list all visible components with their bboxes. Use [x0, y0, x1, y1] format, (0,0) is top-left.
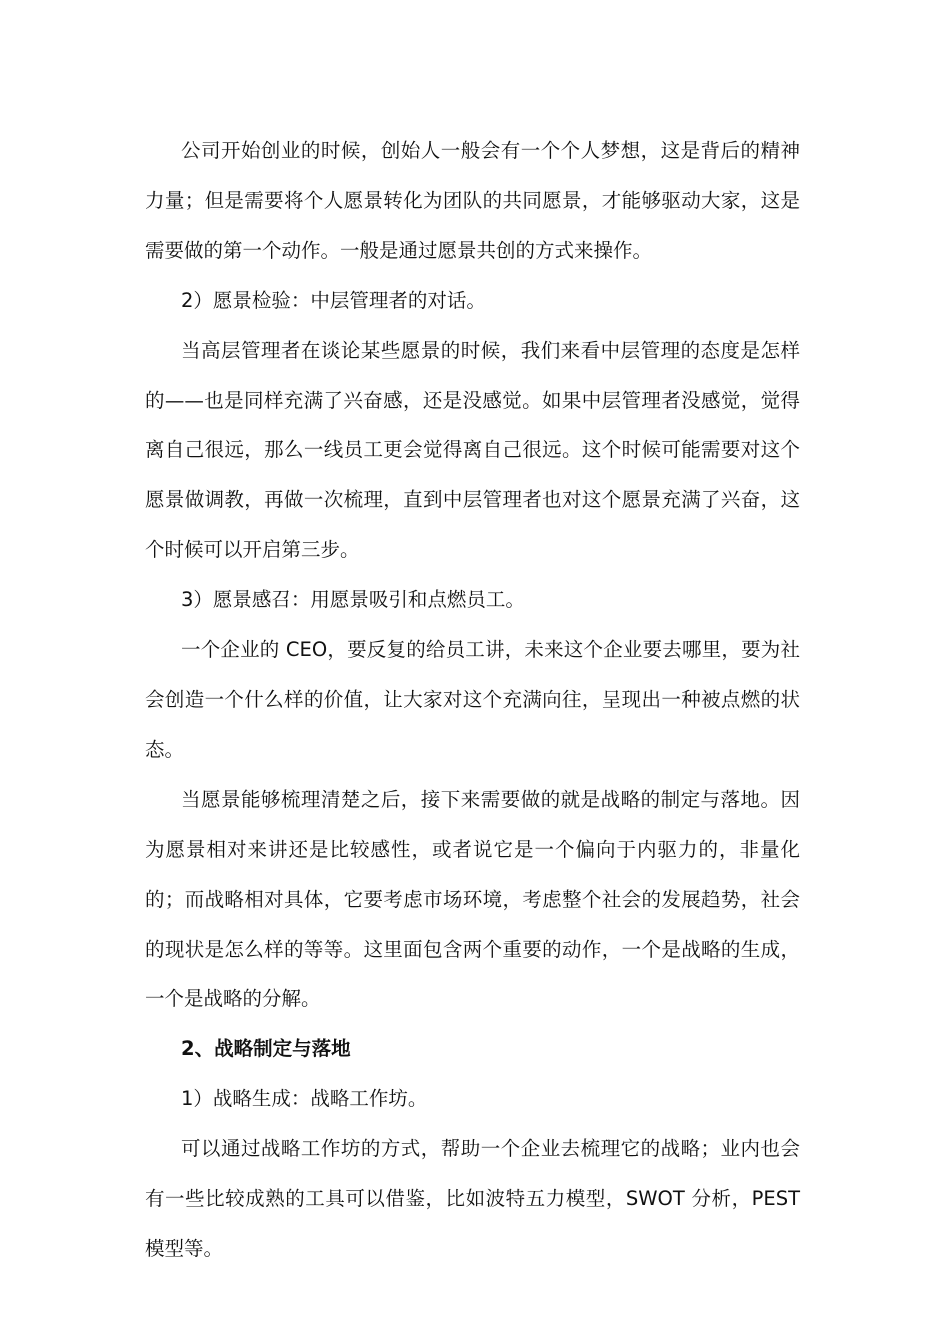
- paragraph-ceo: 一个企业的 CEO，要反复的给员工讲，未来这个企业要去哪里，要为社会创造一个什么样的价值，让大家对这个充满向往，呈现出一种被点燃的状态。: [145, 638, 800, 761]
- subheading-vision-check: 2）愿景检验：中层管理者的对话。: [181, 288, 486, 312]
- subheading-vision-inspire: 3）愿景感召：用愿景吸引和点燃员工。: [181, 588, 525, 612]
- paragraph-middle-management: 当高层管理者在谈论某些愿景的时候，我们来看中层管理的态度是怎样的——也是同样充满了兴奋感，还是没感觉。如果中层管理者没感觉，觉得离自己很远，那么一线员工更会觉得离自己很远。这个时候可能需要对这个愿景做调教，再做一次梳理，直到中层管理者也对这个愿景充满了兴奋，这个时候可以开启第三步。: [145, 338, 800, 562]
- section-heading-strategy: 2、战略制定与落地: [181, 1037, 351, 1061]
- paragraph-shared-vision: 公司开始创业的时候，创始人一般会有一个个人梦想，这是背后的精神力量；但是需要将个人愿景转化为团队的共同愿景，才能够驱动大家，这是需要做的第一个动作。一般是通过愿景共创的方式来操作。: [145, 139, 800, 262]
- paragraph-strategy-tools: 可以通过战略工作坊的方式，帮助一个企业去梳理它的战略；业内也会有一些比较成熟的工具可以借鉴，比如波特五力模型，SWOT 分析，PEST 模型等。: [145, 1137, 800, 1260]
- paragraph-strategy-intro: 当愿景能够梳理清楚之后，接下来需要做的就是战略的制定与落地。因为愿景相对来讲还是比较感性，或者说它是一个偏向于内驱力的，非量化的；而战略相对具体，它要考虑市场环境，考虑整个社会的发展趋势，社会的现状是怎么样的等等。这里面包含两个重要的动作，一个是战略的生成，一个是战略的分解。: [145, 787, 800, 1011]
- subheading-strategy-workshop: 1）战略生成：战略工作坊。: [181, 1087, 428, 1111]
- document-page: [145, 126, 800, 1274]
